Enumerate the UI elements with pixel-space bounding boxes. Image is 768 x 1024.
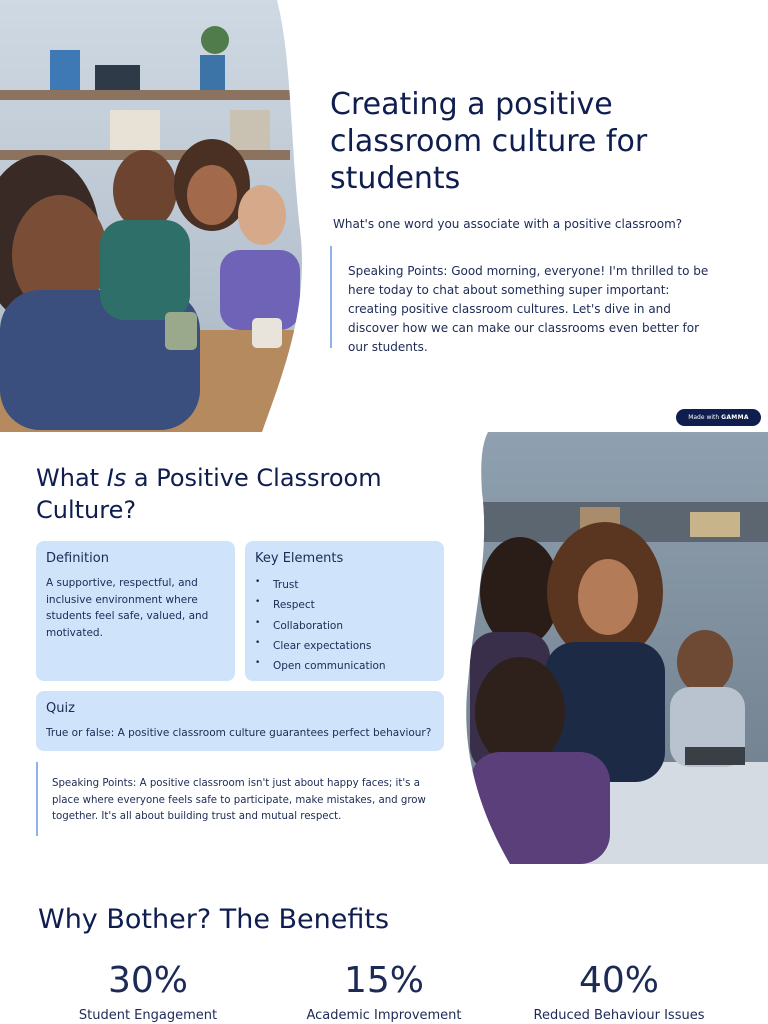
- title-part-1: What: [36, 464, 107, 492]
- key-elements-list: [255, 575, 434, 676]
- stat-label: Academic Improvement: [306, 1008, 462, 1023]
- stat-label: Student Engagement: [78, 1008, 218, 1023]
- gamma-logo: GAMMA: [721, 414, 749, 421]
- badge-prefix: Made with: [688, 414, 720, 421]
- classroom-students-photo: [0, 0, 310, 432]
- teacher-with-students-photo: [460, 432, 768, 864]
- list-item: • Open communication: [255, 656, 434, 676]
- page-title: Creating a positive classroom culture for students: [330, 87, 648, 196]
- title-part-2: a Positive Classroom Culture?: [36, 464, 382, 524]
- stat-value: 15%: [343, 960, 424, 1001]
- section-title: [36, 462, 456, 526]
- quiz-text: True or false: A positive classroom culture guarantees perfect behaviour?: [46, 727, 432, 739]
- definition-heading: Definition: [46, 551, 109, 566]
- slide-3: [0, 864, 768, 1024]
- made-with-gamma-badge[interactable]: [676, 409, 761, 426]
- stat-reduced-behaviour-issues: [504, 958, 734, 1023]
- quiz-heading: Quiz: [46, 701, 75, 716]
- slide-1: [0, 0, 768, 432]
- discussion-question: What's one word you associate with a positive classroom?: [333, 217, 683, 231]
- quiz-card: [36, 691, 444, 751]
- definition-text: A supportive, respectful, and inclusive environment where students feel safe, valued, and motivated.: [46, 577, 209, 639]
- slide-2: [0, 432, 768, 864]
- list-item: • Respect: [255, 595, 434, 615]
- stat-label: Reduced Behaviour Issues: [533, 1008, 705, 1023]
- list-item: • Collaboration: [255, 616, 434, 636]
- stat-value: 30%: [107, 960, 188, 1001]
- list-item: • Trust: [255, 575, 434, 595]
- title-emphasis: Is: [106, 464, 127, 492]
- stat-student-engagement: [33, 958, 263, 1023]
- list-item: • Clear expectations: [255, 636, 434, 656]
- key-elements-card: [245, 541, 444, 681]
- speaking-points: Speaking Points: A positive classroom isn't just about happy faces; it's a place where everyone feels safe to participate, make mistakes, and grow together. It's all about building trust and mutual respect.: [36, 762, 436, 836]
- benefits-title: Why Bother? The Benefits: [38, 904, 390, 935]
- key-elements-heading: Key Elements: [255, 551, 344, 566]
- speaking-points: Speaking Points: Good morning, everyone! I'm thrilled to be here today to chat about something super important: creating positive classroom cultures. Let's dive in and discover how we can make our classrooms even better for our students.: [330, 246, 720, 348]
- stat-value: 40%: [578, 960, 659, 1001]
- definition-card: [36, 541, 235, 681]
- stat-academic-improvement: [269, 958, 499, 1023]
